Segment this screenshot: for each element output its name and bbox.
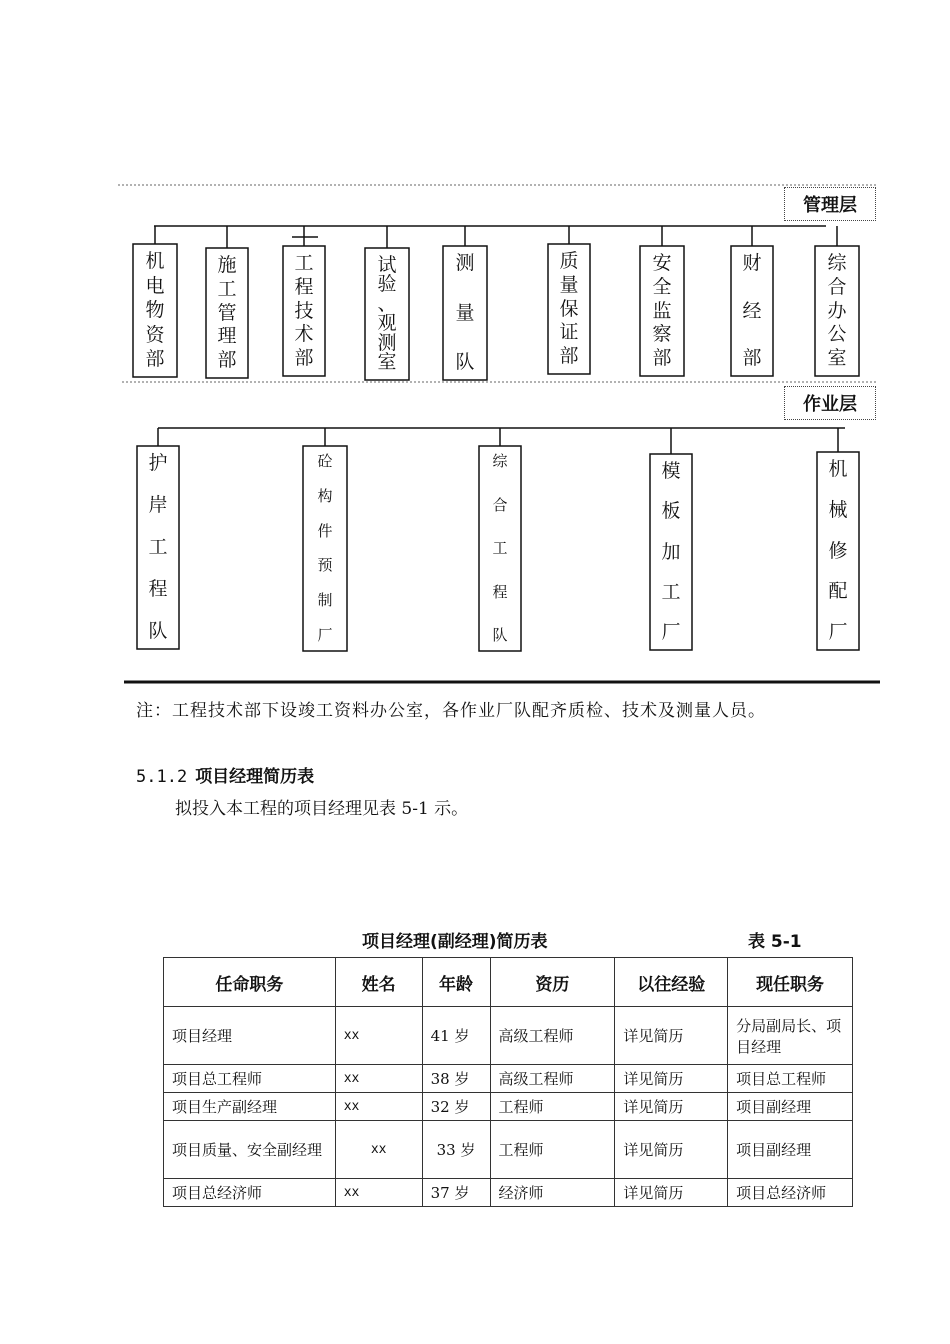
team-label-char: 程: [492, 582, 508, 601]
table-row: [164, 1093, 853, 1121]
department-label-char: 合: [827, 275, 847, 298]
department-label: [548, 252, 590, 366]
team-label: [650, 462, 692, 642]
team-label: [303, 454, 347, 643]
department-label-char: 测: [377, 331, 397, 354]
department-label-char: 量: [455, 301, 475, 324]
department-label-char: 公: [827, 323, 847, 346]
department-label-char: 试: [377, 254, 397, 276]
table-row: [164, 1121, 853, 1179]
table-caption: 项目经理(副经理)简历表: [362, 932, 548, 952]
header-name: 姓名: [335, 958, 422, 1007]
department-label: [206, 256, 248, 370]
team-label-char: 队: [492, 626, 508, 644]
cell: xx: [335, 1179, 422, 1207]
table-row: [164, 1179, 853, 1207]
department-label-char: 理: [217, 325, 237, 348]
department-label-char: 队: [455, 351, 475, 373]
team-label-char: 护: [148, 452, 168, 474]
header-current-post: 现任职务: [728, 958, 853, 1007]
team-label-char: 厂: [661, 621, 681, 643]
team-label-char: 模: [661, 460, 681, 482]
section-number: 5.1.2: [136, 767, 188, 787]
cell: 详见简历: [615, 1093, 728, 1121]
cell: 详见简历: [615, 1121, 728, 1179]
team-label-char: 工: [661, 580, 681, 603]
department-label-char: 施: [217, 254, 237, 276]
cell: 项目总工程师: [164, 1065, 336, 1093]
cell: 38 岁: [422, 1065, 490, 1093]
department-label-char: 资: [145, 323, 165, 346]
department-label-char: 、: [377, 292, 397, 315]
team-label-char: 制: [317, 591, 333, 610]
team-label-char: 预: [317, 556, 333, 575]
department-label-char: 经: [742, 299, 762, 322]
department-label-char: 部: [145, 348, 165, 370]
department-label-char: 全: [652, 275, 672, 298]
department-label-char: 电: [145, 274, 165, 297]
team-label-char: 构: [317, 486, 333, 505]
resume-table: [163, 957, 853, 1207]
department-label-char: 验: [377, 273, 397, 296]
header-qualification: 资历: [490, 958, 615, 1007]
department-label-char: 部: [294, 347, 314, 369]
cell: 详见简历: [615, 1007, 728, 1065]
department-label-char: 机: [145, 250, 165, 272]
department-label-char: 工: [217, 277, 237, 300]
table-row: [164, 1065, 853, 1093]
team-label-char: 件: [317, 521, 333, 540]
team-label-char: 工: [492, 539, 508, 557]
department-label-char: 管: [217, 301, 237, 324]
team-label-char: 岸: [148, 494, 168, 516]
department-label-char: 物: [145, 299, 165, 321]
team-label-char: 械: [828, 498, 848, 521]
team-label-char: 配: [828, 580, 848, 603]
cell: 项目总经济师: [728, 1179, 853, 1207]
cell: 33 岁: [422, 1121, 490, 1179]
cell: 37 岁: [422, 1179, 490, 1207]
department-label-char: 部: [217, 349, 237, 371]
cell: xx: [335, 1065, 422, 1093]
team-label-char: 砼: [317, 452, 333, 470]
cell: 项目总经济师: [164, 1179, 336, 1207]
team-label-char: 程: [148, 578, 168, 600]
department-label-char: 测: [455, 252, 475, 274]
department-label-char: 办: [827, 299, 847, 322]
department-label-char: 术: [294, 323, 314, 346]
header-experience: 以往经验: [615, 958, 728, 1007]
team-label-char: 厂: [317, 625, 333, 644]
department-label-char: 室: [377, 350, 397, 373]
department-label: [640, 254, 684, 368]
cell: xx: [335, 1093, 422, 1121]
cell: xx: [335, 1007, 422, 1065]
cell: 经济师: [490, 1179, 615, 1207]
intro-paragraph: 拟投入本工程的项目经理见表 5-1 示。: [175, 799, 469, 819]
department-label-char: 部: [742, 347, 762, 369]
department-label-char: 程: [294, 275, 314, 298]
team-label-char: 合: [492, 495, 508, 514]
department-label: [283, 254, 325, 368]
department-label-char: 质: [559, 250, 579, 272]
cell: 32 岁: [422, 1093, 490, 1121]
cell: 项目副经理: [728, 1121, 853, 1179]
department-label-char: 部: [652, 347, 672, 369]
department-label: [133, 252, 177, 369]
department-label-char: 观: [377, 312, 397, 335]
department-label-char: 工: [294, 252, 314, 274]
cell: 41 岁: [422, 1007, 490, 1065]
department-label-char: 证: [559, 321, 579, 344]
department-label-char: 监: [652, 299, 672, 322]
table-header-row: [164, 958, 853, 1007]
cell: 详见简历: [615, 1065, 728, 1093]
header-age: 年龄: [422, 958, 490, 1007]
cell: xx: [335, 1121, 422, 1179]
department-label-char: 财: [742, 252, 762, 274]
table-row: [164, 1007, 853, 1065]
department-label: [815, 254, 859, 368]
team-label-char: 工: [148, 536, 168, 558]
department-label-char: 技: [294, 299, 314, 322]
department-label: [443, 254, 487, 372]
cell: 高级工程师: [490, 1065, 615, 1093]
department-label-char: 室: [827, 347, 847, 369]
cell: 工程师: [490, 1093, 615, 1121]
department-label: [731, 254, 773, 368]
team-label-char: 综: [492, 452, 508, 470]
department-label: [365, 256, 409, 372]
team-label: [479, 454, 521, 643]
department-label-char: 综: [827, 252, 847, 274]
operation-layer-label: 作业层: [784, 386, 876, 420]
cell: 项目质量、安全副经理: [164, 1121, 336, 1179]
cell: 项目生产副经理: [164, 1093, 336, 1121]
team-label-char: 队: [148, 620, 168, 642]
cell: 项目经理: [164, 1007, 336, 1065]
team-label-char: 板: [661, 500, 681, 523]
team-label: [817, 460, 859, 642]
table-number: 表 5-1: [748, 932, 802, 952]
team-label-char: 加: [661, 540, 681, 563]
cell: 项目总工程师: [728, 1065, 853, 1093]
note-text: 注：工程技术部下设竣工资料办公室，各作业厂队配齐质检、技术及测量人员。: [136, 701, 766, 721]
team-label-char: 机: [828, 458, 848, 480]
department-label-char: 部: [559, 345, 579, 367]
team-label: [137, 454, 179, 641]
cell: 分局副局长、项目经理: [728, 1007, 853, 1065]
department-label-char: 察: [652, 323, 672, 346]
cell: 项目副经理: [728, 1093, 853, 1121]
header-position: 任命职务: [164, 958, 336, 1007]
department-label-char: 安: [652, 252, 672, 274]
department-label-char: 保: [559, 297, 579, 320]
section-heading: [136, 762, 314, 787]
team-label-char: 厂: [828, 621, 848, 643]
section-title: 项目经理简历表: [195, 767, 315, 787]
department-label-char: 量: [559, 273, 579, 296]
cell: 工程师: [490, 1121, 615, 1179]
cell: 高级工程师: [490, 1007, 615, 1065]
management-layer-label: 管理层: [784, 187, 876, 221]
cell: 详见简历: [615, 1179, 728, 1207]
team-label-char: 修: [828, 539, 848, 562]
